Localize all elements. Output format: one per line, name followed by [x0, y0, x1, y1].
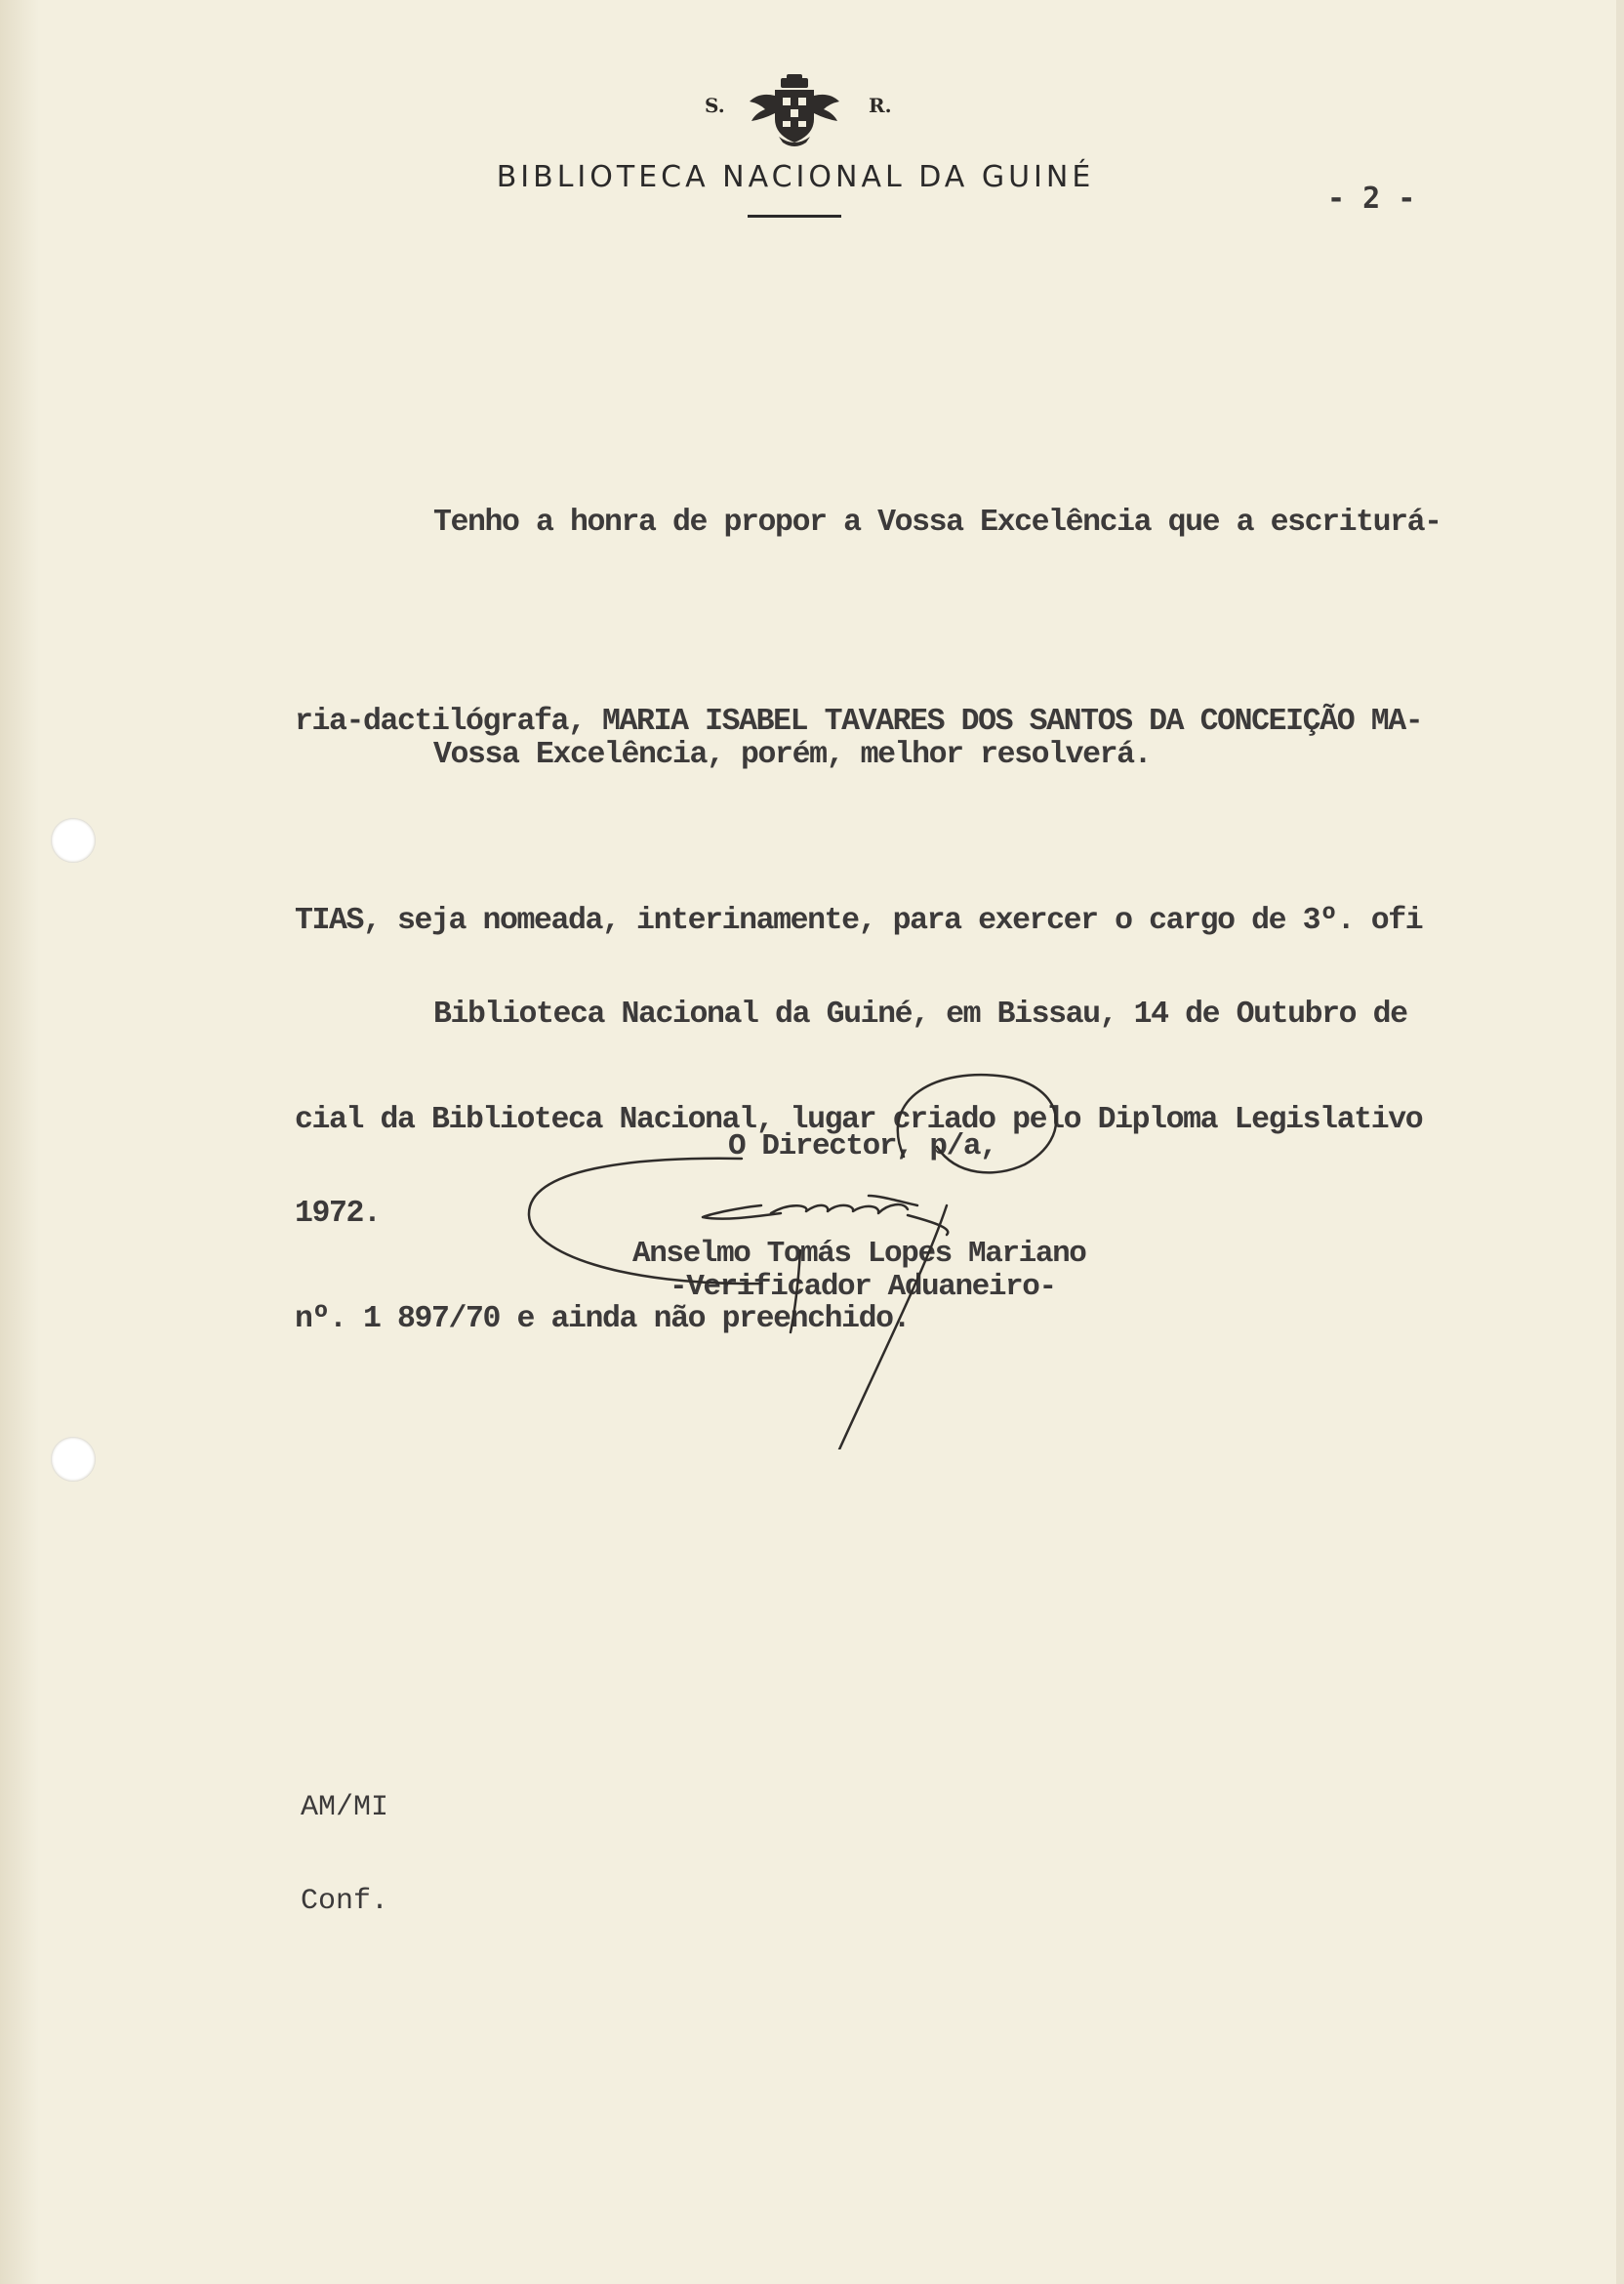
institution-title: BIBLIOTECA NACIONAL DA GUINÉ — [496, 160, 1095, 194]
place-date-year: 1972. — [295, 1197, 381, 1231]
closing-formula: Vossa Excelência, porém, melhor resolverá. — [433, 738, 1152, 772]
handwritten-signature-icon — [517, 1059, 1103, 1449]
reference-conf: Conf. — [301, 1885, 389, 1918]
title-underline — [748, 215, 841, 218]
signatory-name: Anselmo Tomás Lopes Mariano — [632, 1237, 1086, 1271]
body-line: ria-dactilógrafa, MARIA ISABEL TAVARES DOS SANTOS DA CONCEIÇÃO MA- — [295, 705, 1423, 739]
director-label: O Director, p/a, — [728, 1129, 997, 1163]
reference-block — [301, 1730, 388, 1979]
page-left-edge — [0, 0, 39, 2284]
place-date-line: Biblioteca Nacional da Guiné, em Bissau, 14 de Outubro de — [433, 998, 1407, 1032]
punch-hole — [51, 1437, 96, 1482]
signatory-role: -Verificador Aduaneiro- — [670, 1270, 1056, 1304]
body-line: TIAS, seja nomeada, interinamente, para exercer o cargo de 3º. ofi — [295, 904, 1423, 938]
page-right-edge — [1616, 0, 1624, 2284]
crest-left-initial: S. — [705, 94, 725, 117]
crest-right-initial: R. — [869, 94, 892, 117]
body-line: cial da Biblioteca Nacional, lugar criado pelo Diploma Legislativo — [295, 1103, 1423, 1137]
coat-of-arms-icon — [746, 74, 843, 148]
body-line: Tenho a honra de propor a Vossa Excelência que a escriturá- — [433, 506, 1441, 540]
reference-initials: AM/MI — [301, 1791, 389, 1824]
page-number: - 2 - — [1327, 182, 1416, 216]
body-line: nº. 1 897/70 e ainda não preenchido. — [295, 1302, 911, 1336]
punch-hole — [51, 818, 96, 863]
